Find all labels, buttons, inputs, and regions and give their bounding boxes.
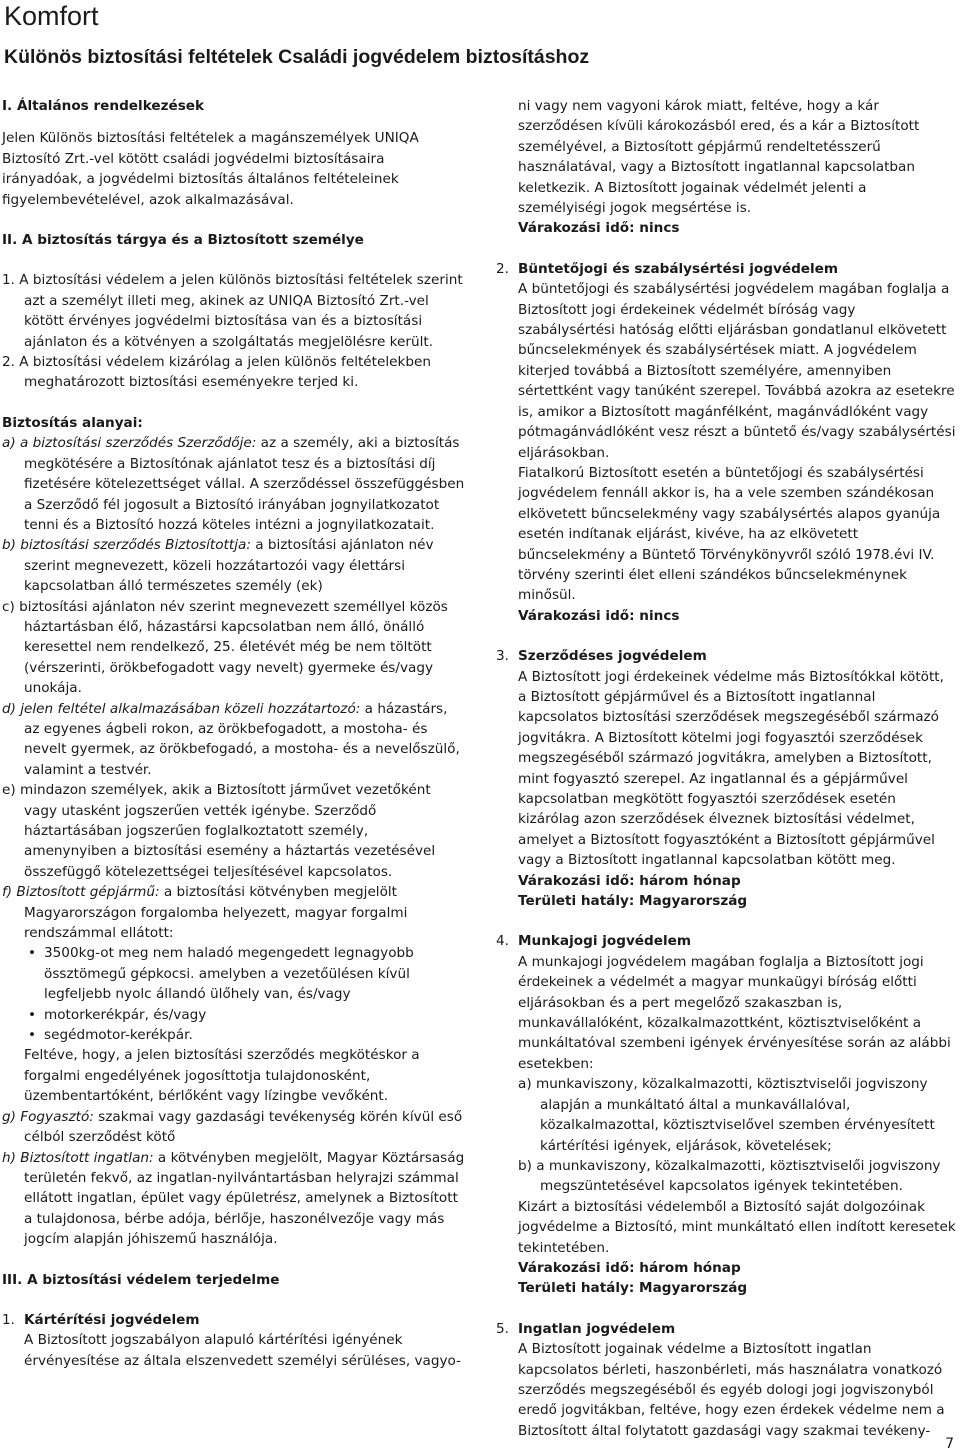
page-number: 7 xyxy=(945,1436,954,1452)
section-heading-subject: II. A biztosítás tárgya és a Biztosított személye xyxy=(2,232,364,249)
subsection-labour xyxy=(496,931,956,1298)
definition-c: c) biztosítási ajánlaton név szerint megnevezett személlyel közös háztartásban élő, házastársi kapcsolatban nem álló, önálló keresettel nem rendelkező, 25. életévét még be nem töltött (vérszerinti, örökbefogadott vagy nevelt) gyermeke és/vagy unokája. xyxy=(2,598,448,697)
subsection-labour-text-1: A munkajogi jogvédelem magában foglalja a Biztosított jogi érdekeinek a védelmét a magyar munkaügyi bíróság előtti eljárásokban és a pert megelőző szakaszban is, munkavállalóként, közalkalmazottként, köztisztviselőként a munkáltatóval szembeni igények érvényesítése során az alábbi esetekben: xyxy=(518,953,951,1072)
definition-d-term: d) jelen feltétel alkalmazásában közeli hozzátartozó: xyxy=(2,700,361,717)
section-heading-general: I. Általános rendelkezések xyxy=(2,98,205,114)
definition-f-text: a biztosítási kötvényben megjelölt Magyarországon forgalomba helyezett, magyar forgalmi rendszámmal ellátott: xyxy=(24,884,408,942)
definition-d-text: a házastárs, az egyenes ágbeli rokon, az örökbefogadott, a mostoha- és nevelt gyermek, az örökbefogadó, a mostoha- és a nevelőszülő, valamint a testvér. xyxy=(24,700,460,778)
definition-b-term: b) biztosítási szerződés Biztosítottja: xyxy=(2,537,251,554)
subsection-damages-text: A Biztosított jogszabályon alapuló kártérítési igényének érvényesítése az általa elszenvedett személyi sérüléses, vagyo- xyxy=(24,1332,461,1369)
labour-item-b: b) a munkaviszony, közalkalmazotti, köztisztviselői jogviszony megszüntetésével kapcsolatos igények tekintetében. xyxy=(518,1157,941,1195)
section-heading-scope: III. A biztosítási védelem terjedelme xyxy=(2,1271,280,1288)
subsection-labour-text-2: Kizárt a biztosítási védelemből a Biztosító saját dolgozóinak jogvédelme a Biztosító, mint munkáltató ellen indított keresetek tekintetében. xyxy=(518,1198,956,1256)
insured-parties-heading: Biztosítás alanyai: xyxy=(2,414,143,431)
damages-continued-text: ni vagy nem vagyoni károk miatt, feltéve, hogy a kár szerződésen kívüli károkozásból ered, és a kár a Biztosított személyével, a Biztosított gépjármű rendeltetésszerű használatával, vagy a Biztosított ingatlannal kapcsolatban keletkezik. A Biztosított jogainak védelmét jelenti a személyiségi jogok megsértése is. xyxy=(518,98,920,217)
labour-territorial-scope: Területi hatály: Magyarország xyxy=(518,1280,748,1297)
definition-a-text: az a személy, aki a biztosítás megkötésére a Biztosítónak ajánlatot tesz és a biztosítási díj fizetésére kötelezettséget vállal. A szerződéssel összefüggésben a Szerződő fél jogosult a Biztosító irányában jognyilatkozatot tenni és a Biztosító hozzá köteles intézni a jognyilatkozatait. xyxy=(24,435,465,533)
subsection-property-text: A Biztosított jogainak védelme a Biztosított ingatlan kapcsolatos bérleti, haszonbérleti, más használatra vonatkozó szerződés megszegéséből és egyéb dologi jogi jogviszonyból eredő jogvitákban, feltéve, hogy ezen érdekek védelme nem a Biztosított által folytatott gazdasági vagy szakmai tevékeny- xyxy=(518,1341,945,1439)
definition-e: e) mindazon személyek, akik a Biztosított járművet vezetőként vagy utasként jogszerűen vették igénybe. Szerződő háztartásában jogszerűen foglalkoztatott személy, amenynyiben a biztosítási esemény a háztartás vezetésével összefüggő kötelezettségei teljesítésével kapcsolatos. xyxy=(2,782,436,880)
general-provisions-text: Jelen Különös biztosítási feltételek a magánszemélyek UNIQA Biztosító Zrt.-vel kötött családi jogvédelmi biztosításaira irányadóak, a jogvédelmi biztosítás általános feltételeinek figyelembevételével, azok alkalmazásával. xyxy=(2,130,419,208)
definition-f xyxy=(2,882,465,943)
subsection-labour-heading: Munkajogi jogvédelem xyxy=(518,933,692,950)
subsection-property xyxy=(496,1319,956,1441)
vehicle-bullet-1: • 3500kg-ot meg nem haladó megengedett legnagyobb össztömegű gépkocsi. amelyben a vezetőülésen kívül legfeljebb nyolc állandó ülőhely van, és/vagy xyxy=(2,943,465,1004)
definition-a-term: a) a biztosítási szerződés Szerződője: xyxy=(2,435,257,452)
vehicle-bullet-2: • motorkerékpár, és/vagy xyxy=(2,1005,465,1025)
definition-g-text: szakmai vagy gazdasági tevékenység körén kívül eső célból szerződést kötő xyxy=(24,1108,463,1146)
definition-d xyxy=(2,699,465,781)
subsection-contract-heading: Szerződéses jogvédelem xyxy=(518,648,707,665)
subsection-damages-heading: Kártérítési jogvédelem xyxy=(24,1311,200,1328)
damages-waiting-period: Várakozási idő: nincs xyxy=(518,220,680,237)
subsection-criminal-text-1: A büntetőjogi és szabálysértési jogvédelem magában foglalja a Biztosított jogi érdekeinek védelmét bíróság vagy szabálysértési hatóság előtti eljárásban gondatlanul elkövetett bűncselekmények és szabálysértések miatt. A jogvédelem kiterjed továbbá a Biztosított személyére, amennyiben sértettként vagy tanúként szerepel. Továbbá azokra az esetekre is, amikor a Biztosított magánfélként, magánvádlóként vagy pótmagánvádlóként vesz részt a büntető és/vagy szabálysértési eljárásokban. xyxy=(518,281,956,461)
page-header xyxy=(4,0,944,70)
definition-f-after: Feltéve, hogy, a jelen biztosítási szerződés megkötéskor a forgalmi engedélyének jogosíttotja tulajdonosként, üzembentartóként, bérlőként vagy lízingbe vevőként. xyxy=(24,1047,420,1105)
vehicle-bullet-3: • segédmotor-kerékpár. xyxy=(2,1025,465,1045)
labour-item-a: a) munkaviszony, közalkalmazotti, köztisztviselői jogviszony alapján a munkáltató által a munkavállalóval, közalkalmazottal, köztisztviselővel szemben érvényesített kártérítési igények, eljárások, követelések; xyxy=(518,1076,935,1154)
definition-h-text: a kötvényben megjelölt, Magyar Köztársaság területén fekvő, az ingatlan-nyilvántartásban helyrajzi számmal ellátott ingatlan, épület vagy épületrész, amelynek a Biztosított a tulajdonosa, bérbe adója, bérlője, haszonélvezője vagy más jogcím alapján jóhiszemű használója. xyxy=(24,1149,465,1248)
contract-waiting-period: Várakozási idő: három hónap xyxy=(518,872,741,889)
subsection-contract-number: 3. xyxy=(496,648,509,665)
subsection-criminal-heading: Büntetőjogi és szabálysértési jogvédelem xyxy=(518,260,839,277)
right-column xyxy=(496,96,956,1441)
subject-paragraph-1: 1. A biztosítási védelem a jelen különös biztosítási feltételek szerint azt a személyt illeti meg, akinek az UNIQA Biztosító Zrt.-vel kötött érvényes jogvédelmi biztosítása van és a biztosítási ajánlaton és a kötvényen a szolgáltatás megjelölésre került. xyxy=(2,272,463,350)
labour-waiting-period: Várakozási idő: három hónap xyxy=(518,1259,741,1276)
subsection-criminal-number: 2. xyxy=(496,260,509,277)
definition-a xyxy=(2,433,465,535)
definition-h xyxy=(2,1148,465,1250)
subsection-contract xyxy=(496,646,956,911)
definition-b-text: a biztosítási ajánlaton név szerint megnevezett, közeli hozzátartozói vagy élettársi kapcsolatban álló természetes személy (ek) xyxy=(24,537,434,595)
subsection-contract-text: A Biztosított jogi érdekeinek védelme más Biztosítókkal kötött, a Biztosított gépjárművel és a Biztosított ingatlannal kapcsolatos biztosítási szerződések megszegéséből származó jogvitákra. A Biztosított kötelmi jogi fogyasztói szerződések megszegéséből származó jogvitákra, amelyben a Biztosított, mint fogyasztó szerepel. Az ingatlannal és a gépjárművel kapcsolatban megkötött fogyasztói szerződések esetén kizárólag azon szerződések élveznek biztosítási védelmet, amelyet a Biztosított fogyasztóként a Biztosított gépjárművel vagy a Biztosított ingatlannal kapcsolatban kötött meg. xyxy=(518,668,944,869)
subsection-property-heading: Ingatlan jogvédelem xyxy=(518,1320,676,1337)
subsection-criminal xyxy=(496,259,956,626)
contract-territorial-scope: Területi hatály: Magyarország xyxy=(518,893,748,910)
subsection-labour-number: 4. xyxy=(496,933,509,950)
criminal-waiting-period: Várakozási idő: nincs xyxy=(518,607,680,624)
subject-paragraph-2: 2. A biztosítási védelem kizárólag a jelen különös feltételekben meghatározott biztosítási eseményekre terjed ki. xyxy=(2,354,431,391)
subsection-damages-number: 1. xyxy=(2,1311,15,1328)
document-subtitle: Különös biztosítási feltételek Családi jogvédelem biztosításhoz xyxy=(4,46,590,68)
definition-b xyxy=(2,535,465,596)
definition-g xyxy=(2,1107,465,1148)
subsection-property-number: 5. xyxy=(496,1320,509,1337)
definition-h-term: h) Biztosított ingatlan: xyxy=(2,1149,154,1166)
definition-f-term: f) Biztosított gépjármű: xyxy=(2,884,160,901)
subsection-criminal-text-2: Fiatalkorú Biztosított esetén a büntetőjogi és szabálysértési jogvédelem fennáll akkor is, ha a vele szemben szándékosan elkövetett bűncselekmény vagy szabálysértés alapos gyanúja esetén indítanak eljárást, kivéve, ha az elkövetett bűncselekmény a Büntető Törvénykönyvről szóló 1978.évi IV. törvény szerinti élet elleni szándékos bűncselekménynek minősül. xyxy=(518,464,941,604)
left-column xyxy=(2,96,465,1371)
definition-g-term: g) Fogyasztó: xyxy=(2,1108,94,1125)
document-title: Komfort xyxy=(4,1,99,31)
subsection-damages xyxy=(2,1310,465,1371)
